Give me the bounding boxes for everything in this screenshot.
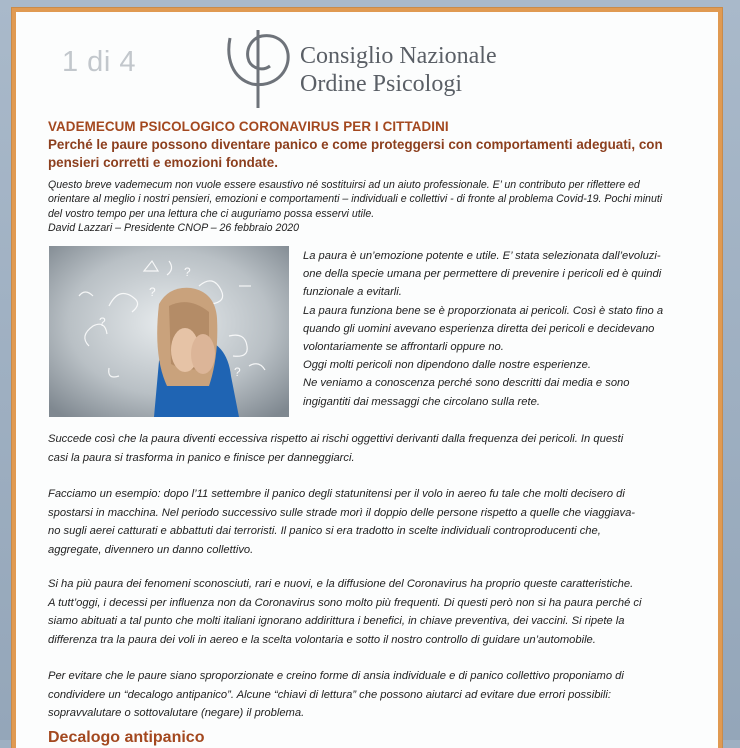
paragraph-line: Per evitare che le paure siano sproporzionate e creino forme di ansia individuale e di panico collettivo proponiamo di: [48, 670, 624, 682]
document-subtitle: [48, 136, 688, 172]
side-text-line: Oggi molti pericoli non dipendono dalle nostre esperienze.: [303, 359, 591, 372]
psi-logo-icon: [222, 28, 294, 110]
subtitle-line: pensieri corretti e emozioni fondate.: [48, 155, 278, 170]
page-counter: 1 di 4: [62, 46, 136, 78]
photo-illustration: [49, 246, 289, 417]
subtitle-line: Perché le paure possono diventare panico e come proteggersi con comportamenti adeguati, con: [48, 137, 663, 152]
anxious-woman-photo: [49, 246, 289, 417]
paragraph-line: Facciamo un esempio: dopo l’11 settembre il panico degli statunitensi per il volo in aereo fu tale che molti decisero di: [48, 488, 625, 500]
side-text-line: La paura è un’emozione potente e utile. E’ stata selezionata dall’evoluzi-: [303, 250, 661, 262]
intro-line: Questo breve vademecum non vuole essere esaustivo né sostituirsi ad un aiuto professionale. E’ un contributo per riflettere ed: [48, 179, 640, 191]
paragraph-line: Si ha più paura dei fenomeni sconosciuti, rari e nuovi, e la diffusione del Coronavirus ha proprio queste caratteristiche.: [48, 578, 634, 590]
intro-line: orientare al meglio i nostri pensieri, emozioni e comportamenti – individuali e collettivi - di fronte al problema Covid-19. Pochi minuti: [48, 193, 663, 206]
photo-side-paragraph: [303, 247, 705, 411]
paragraph-line: no sugli aerei catturati e abbattuti dai terroristi. Il panico si era tradotto in scelte individuali controproducenti che,: [48, 525, 601, 538]
side-text-line: funzionale a evitarli.: [303, 286, 402, 299]
paragraph-line: differenza tra la paura dei voli in aereo e la scelta volontaria e sotto il nostro controllo di guidare un’automobile.: [48, 633, 596, 646]
paragraph-line: spostarsi in macchina. Nel periodo successivo sulle strade morì il doppio delle persone rispetto a quelle che viaggiava-: [48, 506, 636, 519]
paragraph-line: A tutt’oggi, i decessi per influenza non da Coronavirus sono molto più frequenti. Di questi però non si ha paura perché ci: [48, 596, 642, 609]
org-name-line2: Ordine Psicologi: [300, 71, 462, 97]
paragraph-line: condividere un “decalogo antipanico”. Alcune “chiavi di lettura” che possono aiutarci ad evitare due errori possibili:: [48, 688, 612, 701]
paragraph-line: casi la paura si trasforma in panico e finisce per danneggiarci.: [48, 451, 355, 464]
intro-line: del vostro tempo per una lettura che ci auguriamo possa esservi utile.: [48, 207, 375, 220]
svg-text:?: ?: [234, 365, 241, 379]
paragraph-line: Succede così che la paura diventi eccessiva rispetto ai rischi oggettivi derivanti dalla frequenza dei pericoli. In questi: [48, 433, 624, 445]
side-text-line: ingigantiti dai messaggi che circolano sulla rete.: [303, 395, 540, 408]
paragraph-line: siamo abituati a tal punto che molti italiani ignorano addirittura i benefici, in chiave preventiva, dei vaccini. Si ripete la: [48, 615, 625, 628]
section-heading-partial: Decalogo antipanico: [48, 729, 205, 746]
side-text-line: one della specie umana per permettere di prevenire i pericoli ed è quindi: [303, 268, 662, 281]
svg-text:?: ?: [99, 315, 106, 329]
document-title: VADEMECUM PSICOLOGICO CORONAVIRUS PER I CITTADINI: [48, 119, 449, 134]
org-name-line1: Consiglio Nazionale: [300, 43, 497, 69]
body-paragraph-1: [48, 430, 708, 467]
paragraph-line: sopravvalutare o sottovalutare (negare) il problema.: [48, 707, 305, 720]
organization-name: [300, 42, 497, 98]
body-paragraph-3: [48, 575, 708, 649]
side-text-line: La paura funziona bene se è proporzionata ai pericoli. Così è stato fino a: [303, 304, 664, 317]
side-text-line: quando gli uomini avevano esperienza diretta dei pericoli e decidevano: [303, 322, 655, 335]
svg-text:?: ?: [184, 265, 191, 279]
body-paragraph-2: [48, 485, 708, 559]
paragraph-line: aggregate, divennero un danno collettivo.: [48, 543, 254, 556]
intro-signature: David Lazzari – Presidente CNOP – 26 febbraio 2020: [48, 222, 300, 235]
svg-text:?: ?: [149, 285, 156, 299]
side-text-line: volontariamente se affrontarli oppure no.: [303, 341, 504, 354]
side-text-line: Ne veniamo a conoscenza perché sono descritti dai media e sono: [303, 377, 630, 390]
intro-paragraph: [48, 178, 708, 236]
body-paragraph-4: [48, 667, 708, 723]
